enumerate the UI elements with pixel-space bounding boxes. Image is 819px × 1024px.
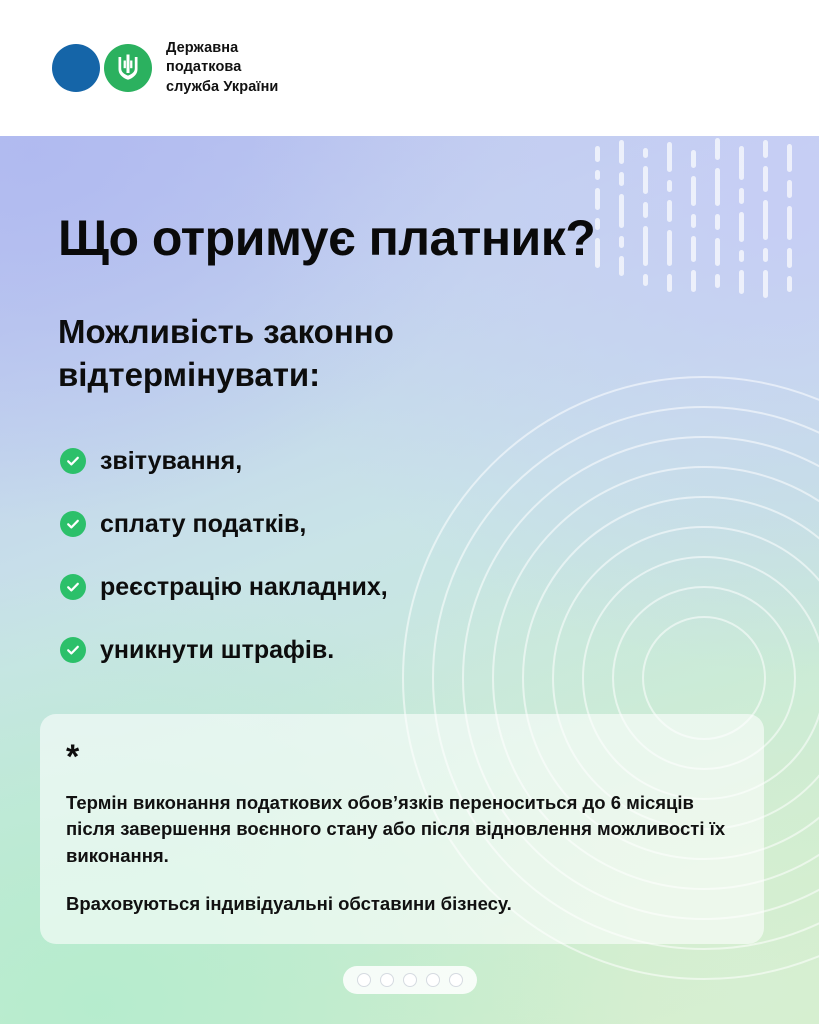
logo-text-block [166, 39, 278, 96]
list-item-label: сплату податків, [100, 510, 307, 538]
organization-logo [52, 39, 278, 96]
footnote-paragraph: Термін виконання податкових обов’язків переноситься до 6 місяців після завершення воєнного стану або після відновлення можливості їх виконання. [66, 792, 726, 866]
page-subtitle: Можливість законно відтермінувати: [58, 313, 394, 393]
header-bar [0, 0, 819, 136]
list-item [60, 635, 660, 665]
pagination-dot[interactable] [426, 973, 440, 987]
pagination-dot[interactable] [403, 973, 417, 987]
list-item-label: реєстрацію накладних, [100, 573, 388, 601]
check-circle-icon [60, 511, 86, 537]
footnote-card [40, 714, 764, 944]
content-canvas [0, 136, 819, 1024]
list-item [60, 572, 660, 602]
logo-text-line-2: податкова [166, 59, 242, 76]
list-item-label: уникнути штрафів. [100, 636, 335, 664]
carousel-pagination[interactable] [343, 966, 477, 994]
logo-marks [52, 44, 152, 92]
pagination-dot[interactable] [357, 973, 371, 987]
check-circle-icon [60, 448, 86, 474]
check-circle-icon [60, 637, 86, 663]
trident-emblem-icon [104, 44, 152, 92]
list-item [60, 446, 660, 476]
pagination-dot[interactable] [380, 973, 394, 987]
circle-icon [52, 44, 100, 92]
pagination-dot[interactable] [449, 973, 463, 987]
logo-text-line-1: Державна [166, 40, 239, 57]
list-item-label: звітування, [100, 447, 243, 475]
list-item [60, 509, 660, 539]
benefits-list [60, 446, 660, 698]
check-circle-icon [60, 574, 86, 600]
logo-text-line-3: служба України [166, 78, 279, 95]
footnote-paragraph: Враховуються індивідуальні обставини бізнесу. [66, 893, 512, 915]
page-title: Що отримує платник? [58, 209, 596, 266]
asterisk-marker: * [66, 738, 80, 776]
